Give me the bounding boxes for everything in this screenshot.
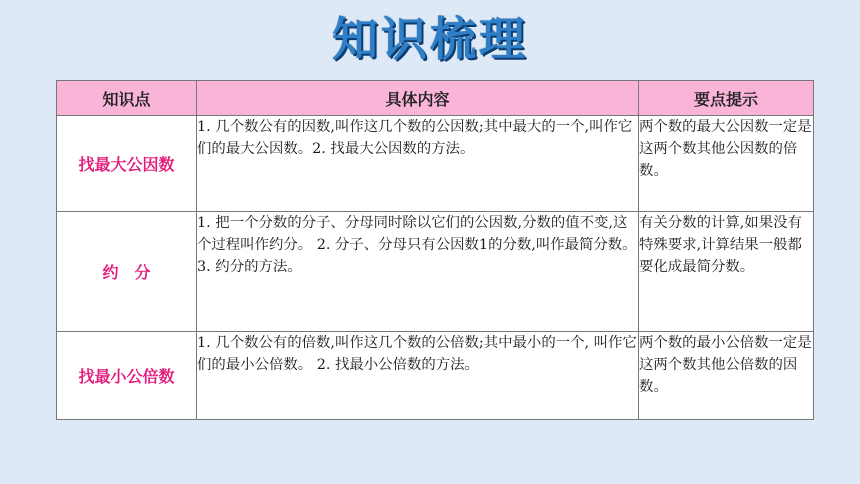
- table-row: [57, 116, 814, 212]
- header-content: 具体内容: [197, 81, 639, 116]
- row-content: 1. 几个数公有的倍数,叫作这几个数的公倍数;其中最小的一个, 叫作它们的最小公倍数。 2. 找最小公倍数的方法。: [197, 332, 639, 420]
- knowledge-table: [56, 80, 814, 420]
- row-topic: 找最大公因数: [57, 116, 197, 212]
- row-content: 1. 几个数公有的因数,叫作这几个数的公因数;其中最大的一个,叫作它们的最大公因数。2. 找最大公因数的方法。: [197, 116, 639, 212]
- table-row: [57, 212, 814, 332]
- table-header-row: [57, 81, 814, 116]
- row-content: 1. 把一个分数的分子、分母同时除以它们的公因数,分数的值不变,这个过程叫作约分。 2. 分子、分母只有公因数1的分数,叫作最简分数。 3. 约分的方法。: [197, 212, 639, 332]
- row-hint: 两个数的最小公倍数一定是这两个数其他公倍数的因数。: [639, 332, 814, 420]
- header-hint: 要点提示: [639, 81, 814, 116]
- row-topic: 找最小公倍数: [57, 332, 197, 420]
- page-title: 知识梳理: [332, 12, 528, 66]
- table-row: [57, 332, 814, 420]
- header-topic: 知识点: [57, 81, 197, 116]
- row-hint: 有关分数的计算,如果没有特殊要求,计算结果一般都要化成最简分数。: [639, 212, 814, 332]
- row-hint: 两个数的最大公因数一定是这两个数其他公因数的倍数。: [639, 116, 814, 212]
- row-topic: 约 分: [57, 212, 197, 332]
